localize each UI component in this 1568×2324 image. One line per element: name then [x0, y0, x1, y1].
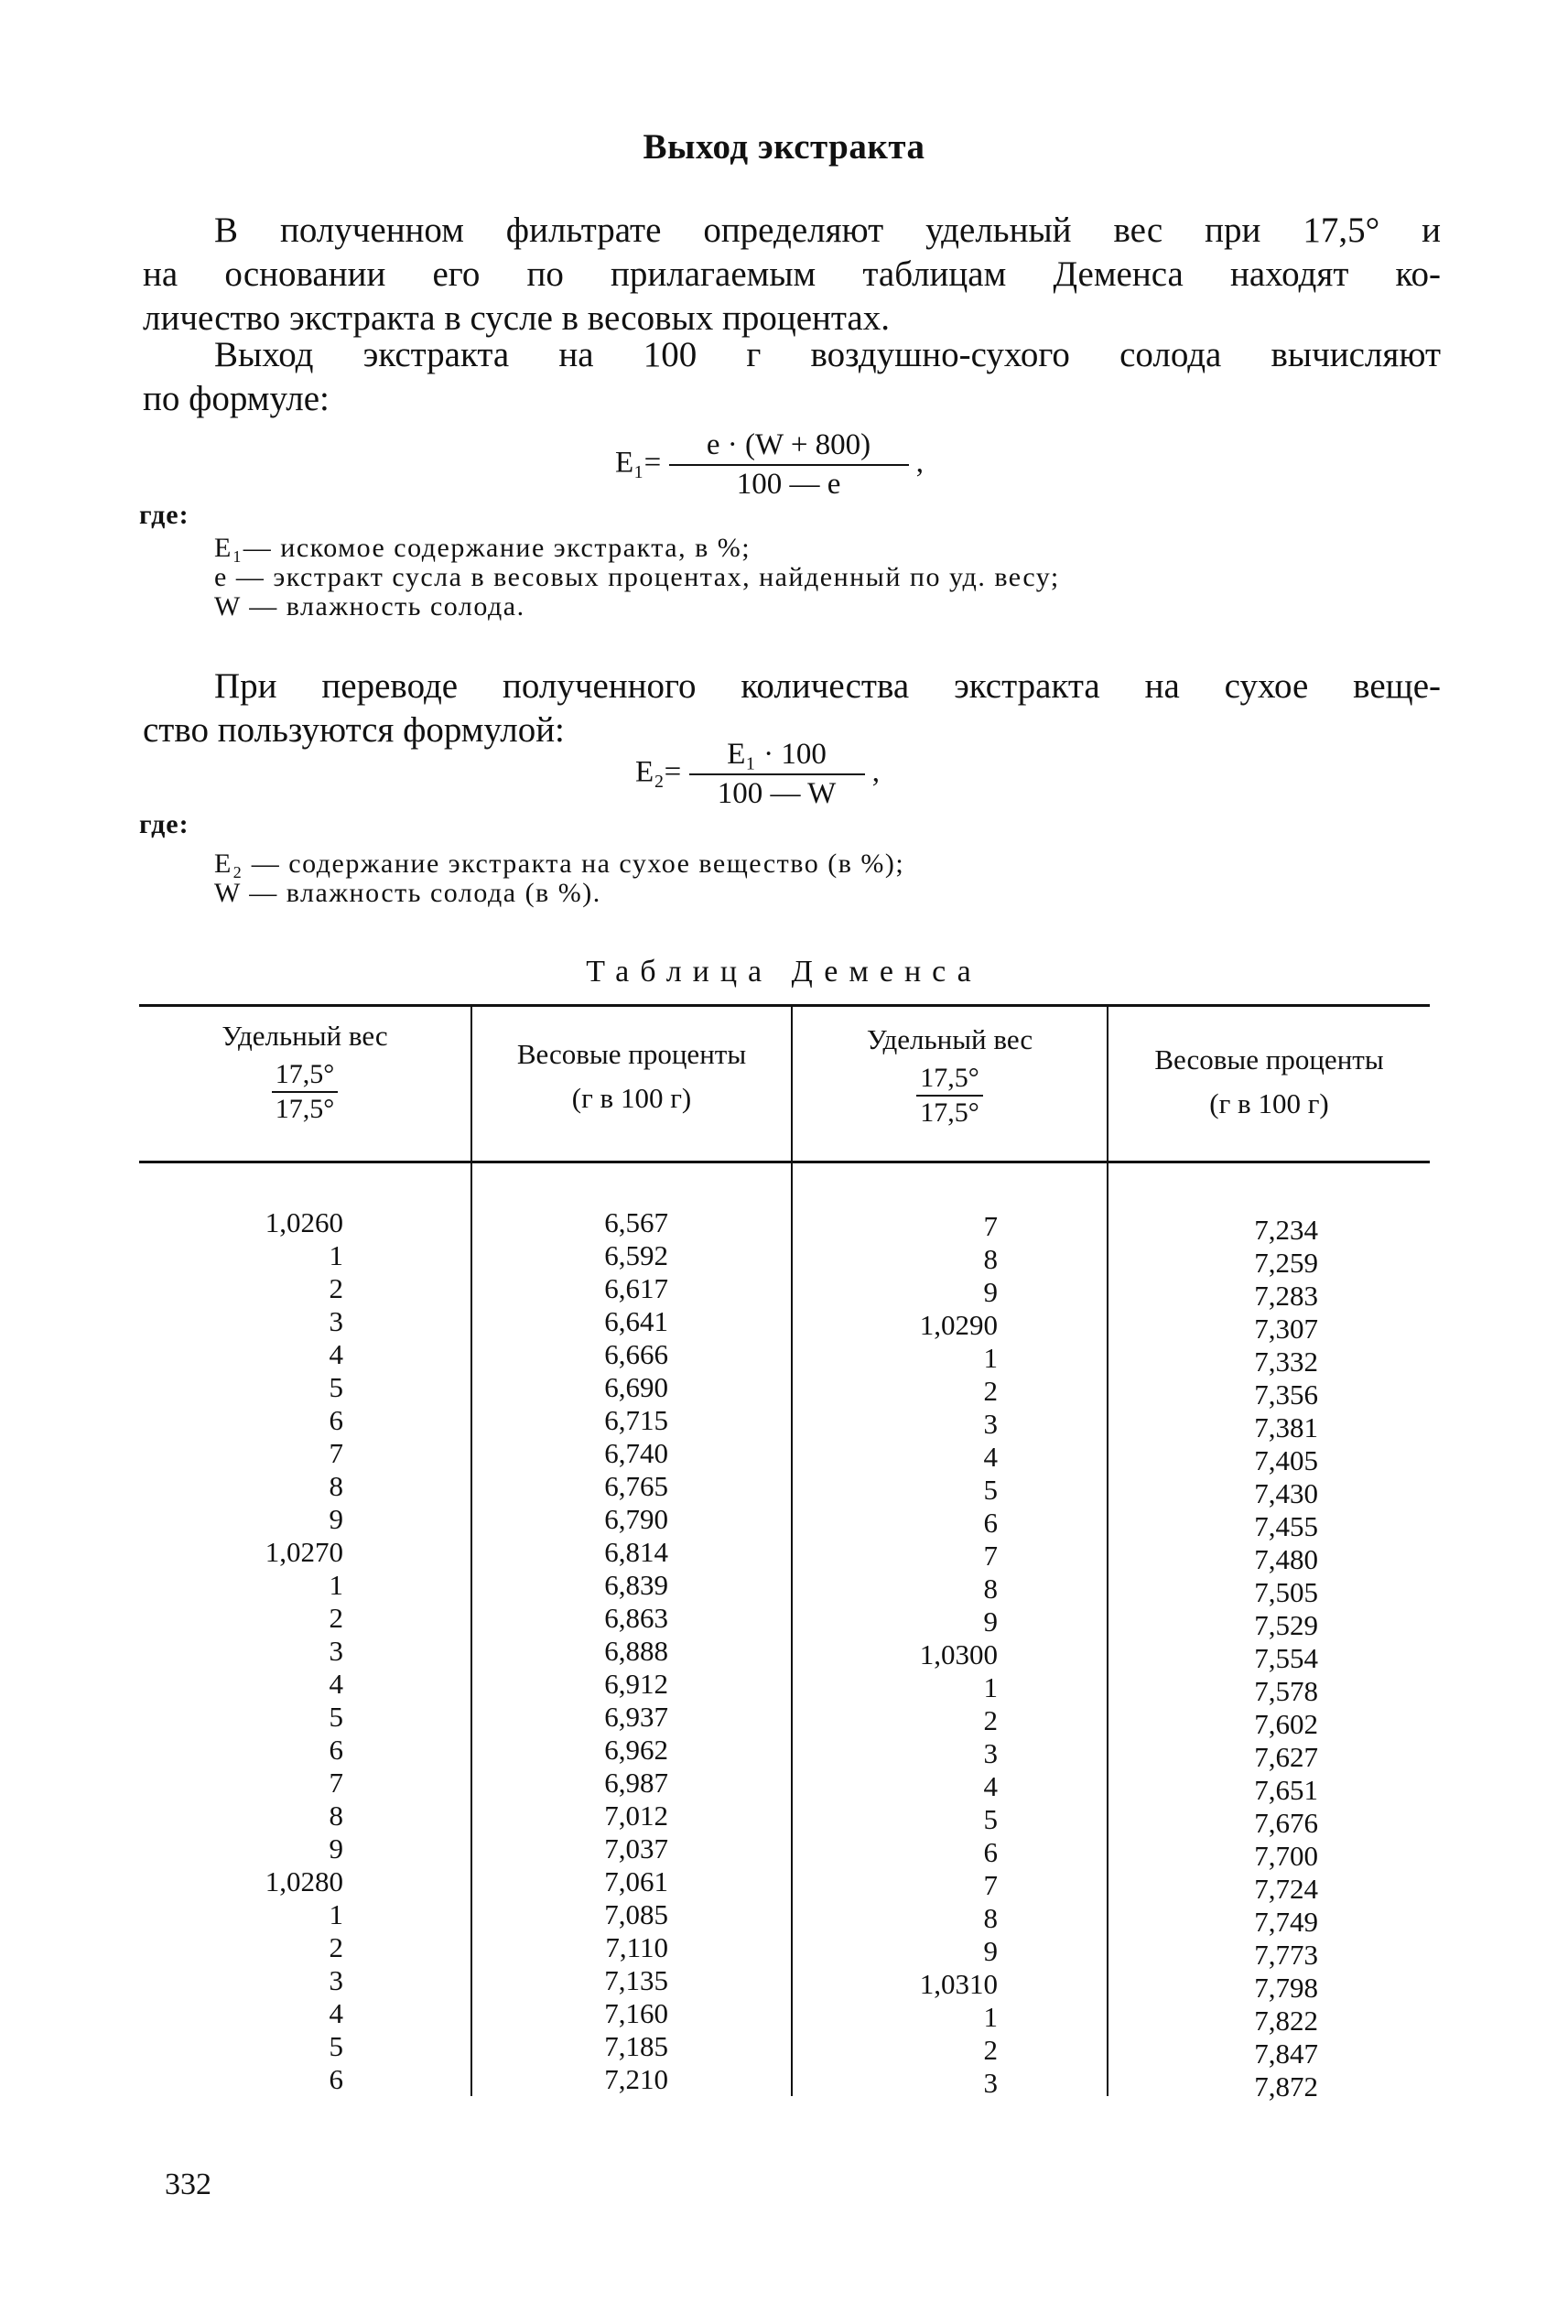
table-cell: 6,690	[604, 1371, 668, 1403]
table-cell: 2	[329, 1272, 343, 1304]
definition-item: W — влажность солода (в %).	[214, 878, 601, 908]
table-cell: 6,937	[604, 1701, 668, 1733]
table-cell: 3	[329, 1964, 343, 1996]
table-cell: 4	[983, 1441, 998, 1473]
definition-item: E₂ — содержание экстракта на сухое вещество (в %);	[214, 849, 905, 879]
table-cell: 2	[983, 2034, 998, 2066]
table-cell: 3	[983, 1408, 998, 1440]
table-cell: 3	[329, 1635, 343, 1667]
formula-e2-tail: ,	[871, 755, 881, 789]
table-cell: 6,962	[604, 1734, 668, 1766]
table-cell: 7,529	[1254, 1609, 1318, 1641]
formula-e1-tail: ,	[915, 446, 925, 480]
table-cell: 1	[329, 1569, 343, 1601]
table-cell: 6	[983, 1836, 998, 1868]
table-cell: 7	[329, 1767, 343, 1799]
table-cell: 7,283	[1254, 1280, 1318, 1312]
table-cell: 1,0280	[265, 1865, 343, 1897]
where-label-2: где:	[139, 809, 189, 839]
table-cell: 2	[329, 1931, 343, 1963]
table-cell: 1	[983, 1342, 998, 1374]
table-cell: 1	[983, 2001, 998, 2033]
table-cell: 8	[983, 1573, 998, 1605]
header-pct-line1: Весовые проценты	[516, 1038, 747, 1070]
header-sg-denominator: 17,5°	[275, 1094, 335, 1124]
table-cell: 6,765	[604, 1470, 668, 1502]
table-cell: 7,135	[604, 1964, 668, 1996]
table-cell: 7,602	[1254, 1708, 1318, 1740]
paragraph-2-line: по формуле:	[143, 379, 330, 418]
table-cell: 4	[329, 1997, 343, 2029]
table-cell: 6,740	[604, 1437, 668, 1469]
table-cell: 6,888	[604, 1635, 668, 1667]
table-cell: 1	[329, 1239, 343, 1271]
column-divider	[470, 1007, 472, 2096]
paragraph-2-line: Выход экстракта на 100 г воздушно-сухого солода вычисляют	[214, 335, 1441, 374]
header-sg-label: Удельный вес	[222, 1020, 388, 1052]
table-cell: 4	[329, 1668, 343, 1700]
paragraph-1-line: В полученном фильтрате определяют удельный вес при 17,5° и	[214, 211, 1441, 250]
formula-e1	[615, 430, 924, 500]
formula-e2-numerator: E₁ · 100	[689, 740, 865, 775]
table-cell: 7,259	[1254, 1247, 1318, 1279]
table-cell: 7,554	[1254, 1642, 1318, 1674]
section-title: Выход экстракта	[643, 127, 925, 167]
column-specific-gravity-1	[211, 1206, 343, 2096]
table-cell: 9	[983, 1276, 998, 1308]
where-label-1: где:	[139, 500, 189, 530]
paragraph-1	[143, 209, 1441, 340]
table-cell: 7,872	[1254, 2070, 1318, 2102]
table-cell: 7,480	[1254, 1543, 1318, 1575]
table-cell: 6,666	[604, 1338, 668, 1370]
paragraph-1-line: на основании его по прилагаемым таблицам Деменса находят ко-	[143, 254, 1441, 294]
table-cell: 9	[329, 1503, 343, 1535]
table-cell: 7,012	[604, 1800, 668, 1832]
table-cell: 6,592	[604, 1239, 668, 1271]
definitions-2	[214, 849, 904, 908]
table-cell: 7,110	[605, 1931, 668, 1963]
table-cell: 8	[983, 1902, 998, 1934]
header-sg-numerator: 17,5°	[272, 1058, 339, 1093]
table-cell: 1,0300	[919, 1638, 998, 1670]
table-cell: 7,405	[1254, 1444, 1318, 1476]
definition-item: E₁— искомое содержание экстракта, в %;	[214, 533, 752, 563]
formula-e1-fraction	[669, 430, 909, 500]
table-cell: 7,234	[1254, 1214, 1318, 1246]
header-sg-fraction	[272, 1058, 339, 1126]
column-weight-percent-1	[577, 1206, 668, 2096]
table-cell: 7,676	[1254, 1807, 1318, 1839]
header-sg-fraction	[916, 1062, 983, 1130]
table-cell: 7,651	[1254, 1774, 1318, 1806]
column-divider	[791, 1007, 793, 2096]
table-cell: 7,332	[1254, 1346, 1318, 1378]
table-cell: 5	[983, 1474, 998, 1506]
table-cell: 5	[329, 1701, 343, 1733]
header-weight-percent-1	[472, 1032, 791, 1120]
table-cell: 5	[329, 2030, 343, 2062]
table-cell: 9	[983, 1605, 998, 1638]
table-cell: 7,724	[1254, 1873, 1318, 1905]
definition-item: W — влажность солода.	[214, 591, 525, 622]
table-cell: 2	[329, 1602, 343, 1634]
table-cell: 4	[329, 1338, 343, 1370]
formula-e2	[635, 740, 880, 809]
table-cell: 6,790	[604, 1503, 668, 1535]
table-cell: 4	[983, 1770, 998, 1802]
header-sg-label: Удельный вес	[866, 1023, 1033, 1055]
table-cell: 8	[329, 1470, 343, 1502]
table-cell: 6	[329, 1734, 343, 1766]
table-cell: 1	[329, 1898, 343, 1930]
table-cell: 1,0270	[265, 1536, 343, 1568]
table-cell: 8	[329, 1800, 343, 1832]
table-cell: 7	[983, 1210, 998, 1242]
table-cell: 7,822	[1254, 2005, 1318, 2037]
header-specific-gravity-1	[139, 1014, 470, 1130]
table-cell: 7,505	[1254, 1576, 1318, 1608]
table-cell: 7,061	[604, 1865, 668, 1897]
table-cell: 7,578	[1254, 1675, 1318, 1707]
table-cell: 6	[983, 1507, 998, 1539]
table-cell: 7,430	[1254, 1477, 1318, 1509]
table-cell: 7,798	[1254, 1972, 1318, 2004]
table-cell: 6,839	[604, 1569, 668, 1601]
header-sg-numerator: 17,5°	[916, 1062, 983, 1097]
table-cell: 7,773	[1254, 1939, 1318, 1971]
table-cell: 6,715	[604, 1404, 668, 1436]
table-cell: 3	[983, 1737, 998, 1769]
table-cell: 1,0260	[265, 1206, 343, 1238]
table-cell: 6	[329, 1404, 343, 1436]
table-cell: 8	[983, 1243, 998, 1275]
table-cell: 7,160	[604, 1997, 668, 2029]
table-cell: 7,356	[1254, 1378, 1318, 1411]
formula-e1-numerator: e · (W + 800)	[669, 430, 909, 466]
table-cell: 6,814	[604, 1536, 668, 1568]
table-cell: 7,700	[1254, 1840, 1318, 1872]
table-cell: 6,617	[604, 1272, 668, 1304]
table-cell: 9	[983, 1935, 998, 1967]
column-specific-gravity-2	[892, 1210, 998, 2100]
formula-e2-lhs: E₂=	[635, 755, 682, 789]
table-cell: 7,185	[604, 2030, 668, 2062]
table-cell: 7,847	[1254, 2038, 1318, 2070]
formula-e1-lhs: E₁=	[615, 446, 662, 480]
table-cell: 6,567	[604, 1206, 668, 1238]
table-cell: 7,085	[604, 1898, 668, 1930]
formula-e1-denominator: 100 — e	[736, 468, 841, 501]
table-cell: 6,912	[604, 1668, 668, 1700]
table-cell: 5	[983, 1803, 998, 1835]
table-cell: 2	[983, 1375, 998, 1407]
table-header-rule	[139, 1161, 1430, 1163]
table-cell: 7,749	[1254, 1906, 1318, 1938]
header-pct-line2: (г в 100 г)	[571, 1082, 692, 1114]
table-cell: 1,0310	[919, 1968, 998, 2000]
header-weight-percent-2	[1108, 1038, 1430, 1126]
header-pct-line2: (г в 100 г)	[1209, 1087, 1329, 1119]
paragraph-3-line: ство пользуются формулой:	[143, 710, 565, 750]
formula-e2-fraction	[689, 740, 865, 809]
table-cell: 7	[983, 1869, 998, 1901]
table-cell: 1,0290	[919, 1309, 998, 1341]
table-cell: 6,863	[604, 1602, 668, 1634]
formula-e2-denominator: 100 — W	[717, 777, 837, 810]
table-top-rule	[139, 1004, 1430, 1007]
table-cell: 3	[329, 1305, 343, 1337]
paragraph-2	[143, 333, 1441, 421]
table-cell: 7	[983, 1540, 998, 1572]
table-cell: 6	[329, 2063, 343, 2095]
table-caption: Таблица Деменса	[586, 955, 982, 989]
table-cell: 7,627	[1254, 1741, 1318, 1773]
paragraph-1-line: личество экстракта в сусле в весовых процентах.	[143, 298, 890, 338]
table-cell: 5	[329, 1371, 343, 1403]
table-cell: 7	[329, 1437, 343, 1469]
table-cell: 3	[983, 2067, 998, 2099]
table-cell: 6,641	[604, 1305, 668, 1337]
definition-item: e — экстракт сусла в весовых процентах, найденный по уд. весу;	[214, 562, 1060, 592]
definitions-1	[214, 534, 1060, 622]
table-cell: 7,455	[1254, 1510, 1318, 1542]
table-cell: 1	[983, 1671, 998, 1703]
table-cell: 7,210	[604, 2063, 668, 2095]
table-cell: 9	[329, 1832, 343, 1865]
table-cell: 7,307	[1254, 1313, 1318, 1345]
header-specific-gravity-2	[793, 1018, 1107, 1134]
header-sg-denominator: 17,5°	[920, 1097, 979, 1128]
column-divider	[1107, 1007, 1108, 2096]
header-pct-line1: Весовые проценты	[1154, 1043, 1384, 1076]
table-cell: 6,987	[604, 1767, 668, 1799]
paragraph-3-line: При переводе полученного количества экстракта на сухое веще-	[214, 666, 1441, 706]
table-cell: 7,037	[604, 1832, 668, 1865]
table-cell: 2	[983, 1704, 998, 1736]
table-cell: 7,381	[1254, 1411, 1318, 1443]
page-number: 332	[165, 2167, 211, 2201]
column-weight-percent-2	[1222, 1214, 1318, 2103]
